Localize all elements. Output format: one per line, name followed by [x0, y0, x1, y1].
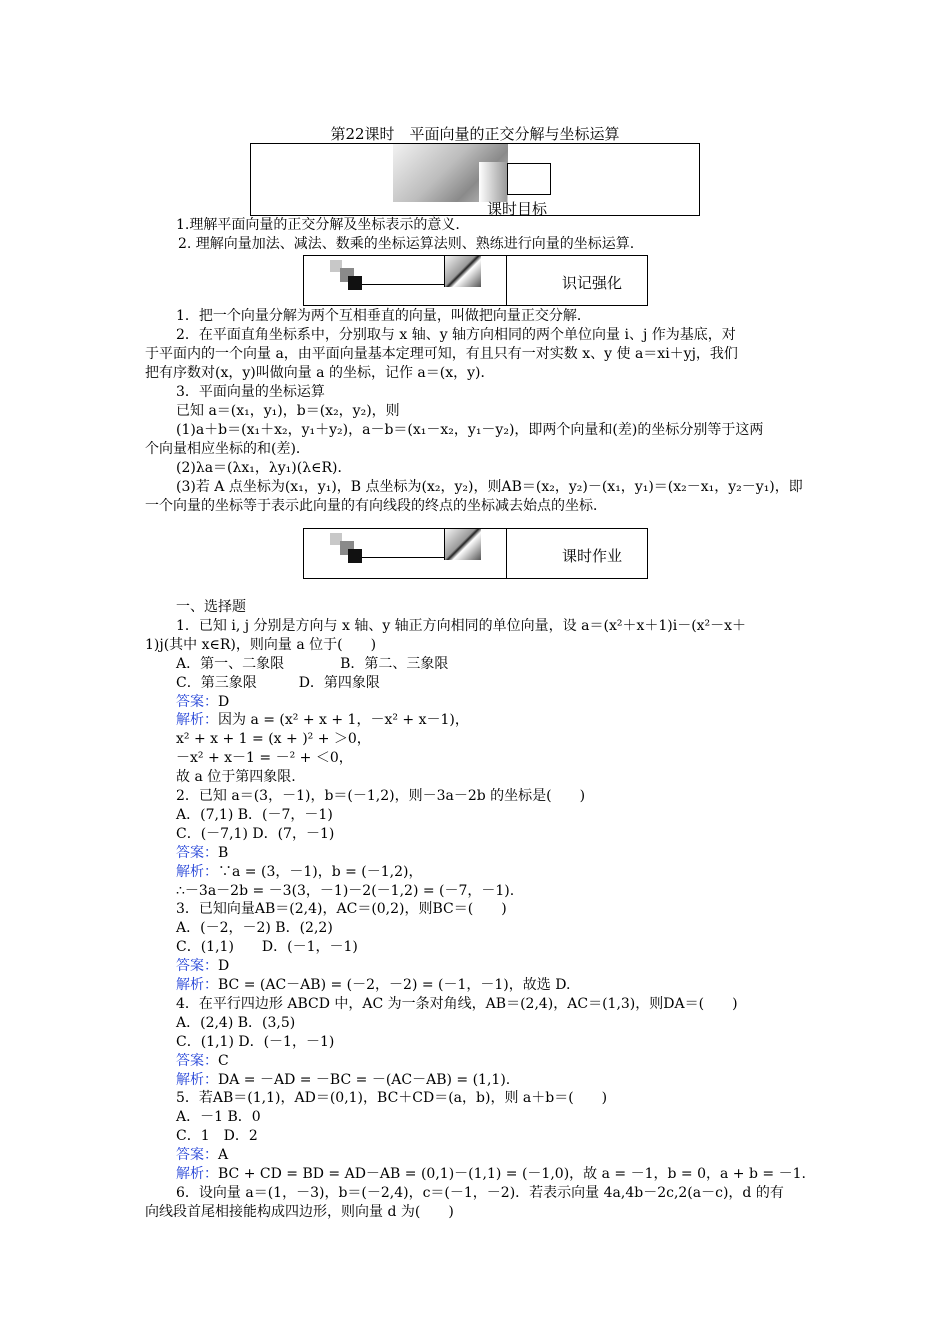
homework-line: A．(7,1) B．(－7，－1) [176, 807, 333, 823]
homework-line: 4．在平行四边形 ABCD 中，AC 为一条对角线，AB＝(2,4)，AC＝(1,3)，则DA＝( ) [176, 996, 738, 1012]
answer-text: 因为 a = (x² + x + 1，－x² + x－1)， [218, 712, 469, 728]
memory-line: 2．在平面直角坐标系中，分别取与 x 轴、y 轴方向相同的两个单位向量 i、j 作为基底，对 [176, 327, 736, 343]
answer-label: 答案： [176, 845, 218, 861]
homework-line: C．第三象限 D．第四象限 [176, 675, 380, 691]
header-divider [506, 529, 507, 578]
answer-text: B [218, 845, 229, 861]
homework-line [176, 863, 423, 881]
homework-line [176, 1071, 510, 1089]
answer-label: 答案： [176, 694, 218, 710]
objective-line: 2. 理解向量加法、减法、数乘的坐标运算法则、熟练进行向量的坐标运算. [178, 236, 635, 252]
homework-line: 1．已知 i, j 分别是方向与 x 轴、y 轴正方向相同的单位向量，设 a＝(x²＋x＋1)i－(x²－x＋ [176, 618, 747, 634]
answer-text: DA = －AD = －BC = －(AC－AB) = (1,1). [218, 1072, 511, 1088]
memory-line: (3)若 A 点坐标为(x₁，y₁)，B 点坐标为(x₂，y₂)，则AB＝(x₂，y₂)－(x₁，y₁)＝(x₂－x₁，y₂－y₁)，即 [176, 479, 803, 495]
memory-line: 一个向量的坐标等于表示此向量的有向线段的终点的坐标减去始点的坐标． [145, 498, 607, 514]
homework-line: 故 a 位于第四象限. [176, 769, 296, 785]
homework-header [303, 528, 648, 579]
homework-line: 1)j(其中 x∈R)，则向量 a 位于( ) [145, 637, 377, 653]
answer-label: 答案： [176, 1147, 218, 1163]
memory-line: 1．把一个向量分解为两个互相垂直的向量，叫做把向量正交分解． [176, 308, 591, 324]
memory-line: (1)a＋b＝(x₁＋x₂，y₁＋y₂)，a－b＝(x₁－x₂，y₁－y₂)，即两个向量和(差)的坐标分别等于这两 [176, 422, 764, 438]
label-frame [507, 163, 551, 195]
memory-line: 把有序数对(x，y)叫做向量 a 的坐标，记作 a＝(x，y)． [145, 365, 495, 381]
answer-text: ∵a = (3，－1)，b = (－1,2)， [218, 864, 423, 880]
homework-line: C．(1,1) D．(－1，－1) [176, 1034, 335, 1050]
homework-line: A．第一、二象限 B．第二、三象限 [176, 656, 449, 672]
answer-text: D [218, 958, 230, 974]
answer-label: 答案： [176, 958, 218, 974]
square-decoration [348, 276, 362, 290]
homework-line [176, 844, 228, 862]
homework-line [176, 711, 469, 729]
homework-line [176, 693, 229, 711]
homework-line: A．(2,4) B．(3,5) [176, 1015, 296, 1031]
answer-text: D [218, 694, 230, 710]
homework-line: A．(－2，－2) B．(2,2) [176, 920, 333, 936]
homework-label: 课时作业 [562, 547, 623, 565]
answer-text: BC + CD = BD = AD－AB = (0,1)－(1,1) = (－1,0)，故 a = －1，b = 0，a + b = －1. [218, 1166, 806, 1182]
gradient-decoration [444, 256, 481, 287]
memory-line: 于平面内的一个向量 a，由平面向量基本定理可知，有且只有一对实数 x、y 使 a＝xi＋yj，我们 [145, 346, 738, 362]
memory-label: 识记强化 [562, 274, 623, 292]
homework-line: x² + x + 1 = (x + )² + ＞0， [176, 731, 371, 747]
memory-header [303, 255, 648, 306]
homework-line: C．(－7,1) D．(7，－1) [176, 826, 335, 842]
answer-label: 解析： [176, 1072, 218, 1088]
homework-line: 5．若AB＝(1,1)，AD＝(0,1)，BC＋CD＝(a，b)，则 a＋b＝( ) [176, 1090, 608, 1106]
gradient-decoration [444, 529, 481, 560]
homework-line [176, 1165, 806, 1183]
homework-line: 6．设向量 a＝(1，－3)，b＝(－2,4)，c＝(－1，－2)．若表示向量 4a,4b－2c,2(a－c)，d 的有 [176, 1185, 784, 1201]
page-title: 第22课时 平面向量的正交分解与坐标运算 [330, 125, 620, 143]
header-divider [506, 256, 507, 305]
answer-label: 答案： [176, 1053, 218, 1069]
homework-line: 一、选择题 [176, 599, 246, 615]
memory-line: 已知 a＝(x₁，y₁)，b＝(x₂，y₂)，则 [176, 403, 400, 419]
header-rule [362, 284, 444, 285]
answer-label: 解析： [176, 864, 218, 880]
memory-line: (2)λa＝(λx₁，λy₁)(λ∈R)． [176, 460, 352, 476]
homework-line: 2．已知 a＝(3，－1)，b＝(－1,2)，则－3a－2b 的坐标是( ) [176, 788, 586, 804]
answer-label: 解析： [176, 1166, 218, 1182]
objective-line: 1.理解平面向量的正交分解及坐标表示的意义. [176, 217, 460, 233]
answer-text: A [218, 1147, 229, 1163]
homework-line [176, 1052, 229, 1070]
answer-text: BC = (AC－AB) = (－2，－2) = (－1，－1)，故选 D. [218, 977, 571, 993]
answer-label: 解析： [176, 977, 218, 993]
square-decoration [348, 549, 362, 563]
memory-line: 3．平面向量的坐标运算 [176, 384, 325, 400]
homework-line: 向线段首尾相接能构成四边形，则向量 d 为( ) [145, 1204, 454, 1220]
objectives-label: 课时目标 [487, 200, 548, 218]
header-rule [362, 557, 444, 558]
homework-line: A．－1 B．0 [176, 1109, 261, 1125]
memory-line: 个向量相应坐标的和(差)． [145, 441, 310, 457]
homework-line [176, 957, 229, 975]
gradient-decoration [479, 162, 507, 202]
homework-line: －x² + x－1 = －² + ＜0， [176, 750, 353, 766]
homework-line [176, 976, 570, 994]
answer-label: 解析： [176, 712, 218, 728]
homework-line: ∴－3a－2b = －3(3，－1)－2(－1,2) = (－7，－1). [176, 883, 515, 899]
homework-line: C．(1,1) D．(－1，－1) [176, 939, 358, 955]
answer-text: C [218, 1053, 229, 1069]
homework-line [176, 1146, 228, 1164]
homework-line: 3．已知向量AB＝(2,4)，AC＝(0,2)，则BC＝( ) [176, 901, 507, 917]
homework-line: C．1 D．2 [176, 1128, 258, 1144]
objectives-header [250, 143, 700, 216]
